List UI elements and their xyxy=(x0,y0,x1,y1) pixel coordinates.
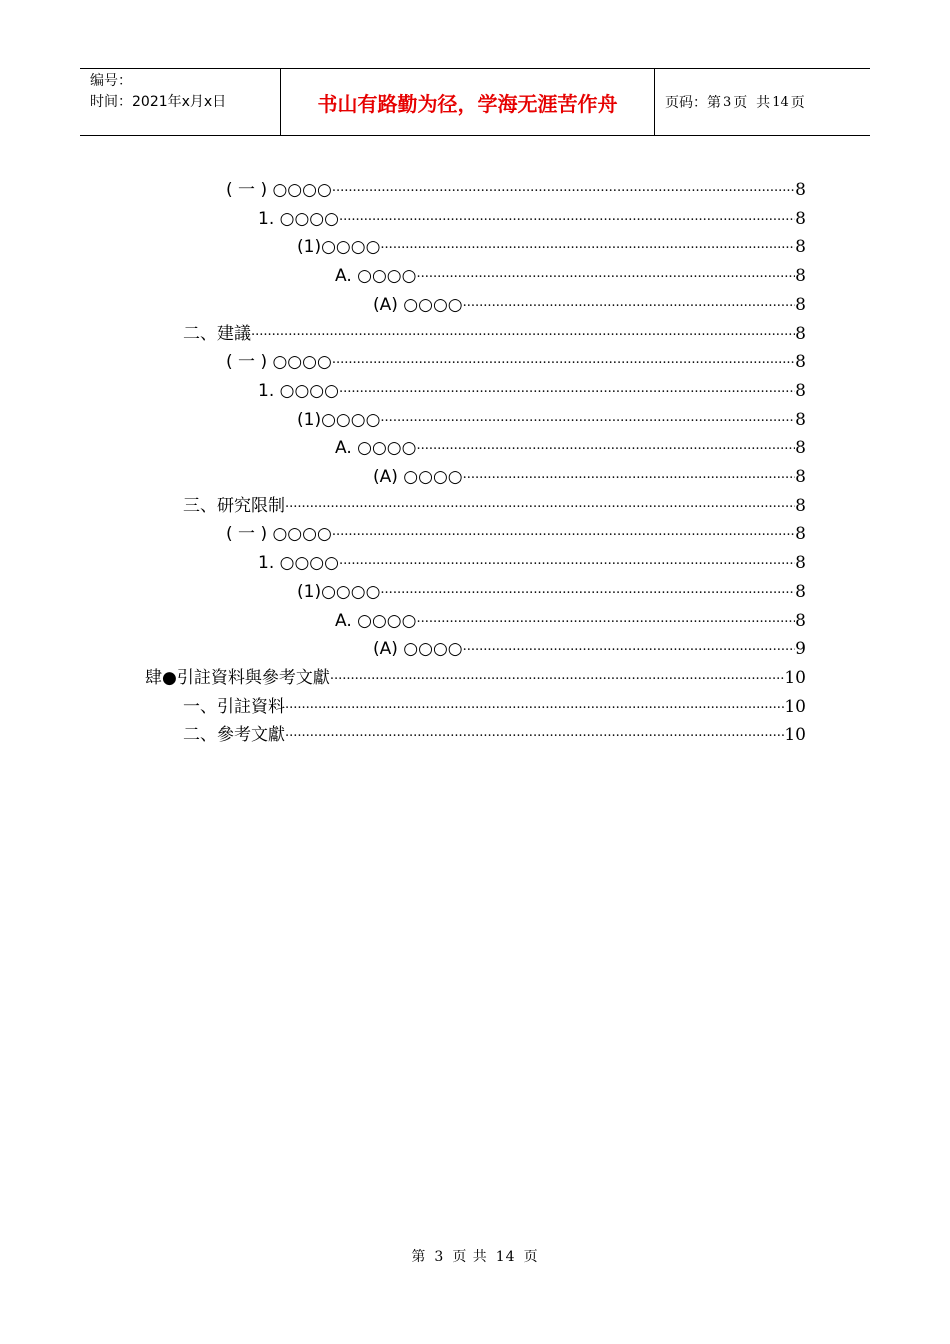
toc-entry[interactable] xyxy=(183,717,806,746)
toc-entry-page: 8 xyxy=(795,294,806,315)
toc-dot-leader xyxy=(463,636,796,658)
page-mid: 页 共 xyxy=(733,95,771,111)
toc-entry-page: 10 xyxy=(784,725,806,746)
toc-dot-leader xyxy=(339,378,795,400)
toc-entry-page: 8 xyxy=(795,610,806,631)
page-suffix: 页 xyxy=(790,95,805,111)
toc-dot-leader xyxy=(285,493,795,515)
toc-entry[interactable] xyxy=(258,373,806,402)
header-motto: 书山有路勤为径，学海无涯苦作舟 xyxy=(281,69,655,135)
toc-entry-page: 8 xyxy=(795,266,806,287)
toc-entry-label: ( 一 ) ○○○○ xyxy=(226,524,332,545)
toc-entry-label: (A) ○○○○ xyxy=(373,467,463,487)
toc-entry-page: 8 xyxy=(795,237,806,258)
toc-entry-label: 三、研究限制 xyxy=(183,495,285,516)
toc-entry-page: 8 xyxy=(795,180,806,200)
toc-dot-leader xyxy=(251,321,795,343)
toc-entry[interactable] xyxy=(183,316,806,345)
toc-entry-page: 8 xyxy=(795,409,806,430)
toc-dot-leader xyxy=(339,550,795,572)
toc-entry-label: 肆●引註資料與參考文獻 xyxy=(145,667,330,688)
toc-entry-page: 8 xyxy=(795,581,806,602)
toc-entry-page: 8 xyxy=(795,352,806,373)
toc-dot-leader xyxy=(332,177,795,199)
toc-entry-label: A. ○○○○ xyxy=(335,438,417,459)
number-label: 编号： xyxy=(90,73,132,89)
toc-dot-leader xyxy=(416,263,795,285)
toc-dot-leader xyxy=(416,435,795,457)
footer-total: 14 xyxy=(495,1249,516,1265)
page-current: 3 xyxy=(723,94,732,110)
toc-entry[interactable] xyxy=(335,258,806,287)
toc-entry-page: 8 xyxy=(795,208,806,229)
toc-entry-label: A. ○○○○ xyxy=(335,266,417,287)
toc-dot-leader xyxy=(416,608,795,630)
toc-entry-label: 二、建議 xyxy=(183,323,251,344)
toc-dot-leader xyxy=(332,521,795,543)
toc-entry-page: 9 xyxy=(795,639,806,660)
time-label: 时间：2021年x月x日 xyxy=(90,94,227,110)
toc-entry-page: 8 xyxy=(795,553,806,574)
toc-entry-page: 8 xyxy=(795,438,806,459)
page-total: 14 xyxy=(772,94,789,110)
toc-entry-label: (1)○○○○ xyxy=(297,581,381,602)
toc-entry[interactable] xyxy=(297,229,806,258)
toc-entry[interactable] xyxy=(373,287,806,316)
toc-entry[interactable] xyxy=(335,603,806,632)
toc-entry-label: A. ○○○○ xyxy=(335,610,417,631)
toc-entry-label: 二、參考文獻 xyxy=(183,725,285,746)
toc-entry-label: ( 一 ) ○○○○ xyxy=(226,180,332,200)
toc-entry-page: 8 xyxy=(795,323,806,344)
toc-dot-leader xyxy=(380,407,795,429)
toc-entry-page: 8 xyxy=(795,524,806,545)
toc-entry-label: 1. ○○○○ xyxy=(258,380,339,401)
toc-entry[interactable] xyxy=(183,488,806,517)
toc-entry-label: (A) ○○○○ xyxy=(373,294,463,315)
toc-dot-leader xyxy=(463,464,796,486)
footer-prefix: 第 xyxy=(411,1249,427,1265)
toc-entry-page: 8 xyxy=(795,380,806,401)
page-footer xyxy=(0,1246,950,1266)
toc-entry-label: (A) ○○○○ xyxy=(373,639,463,660)
footer-current: 3 xyxy=(434,1249,445,1265)
toc-entry[interactable] xyxy=(226,172,806,201)
toc-entry[interactable] xyxy=(335,430,806,459)
toc-entry[interactable] xyxy=(297,402,806,431)
toc-entry-label: ( 一 ) ○○○○ xyxy=(226,352,332,373)
toc-dot-leader xyxy=(332,349,795,371)
toc-dot-leader xyxy=(285,694,784,716)
header-meta xyxy=(80,69,281,135)
toc-entry-label: 一、引註資料 xyxy=(183,696,285,717)
header-page-info xyxy=(655,69,870,135)
toc-entry-label: (1)○○○○ xyxy=(297,237,381,258)
toc-entry-page: 10 xyxy=(784,667,806,688)
toc-dot-leader xyxy=(463,292,796,314)
toc-entry[interactable] xyxy=(226,344,806,373)
toc-entry-page: 10 xyxy=(784,696,806,717)
toc-entry-label: (1)○○○○ xyxy=(297,409,381,430)
toc-dot-leader xyxy=(330,665,785,687)
toc-entry[interactable] xyxy=(226,516,806,545)
toc-dot-leader xyxy=(380,579,795,601)
toc-entry[interactable] xyxy=(297,574,806,603)
toc-dot-leader xyxy=(380,234,795,256)
toc-entry-page: 8 xyxy=(795,495,806,516)
toc-entry[interactable] xyxy=(145,660,806,689)
toc-entry-page: 8 xyxy=(795,467,806,487)
toc-entry-label: 1. ○○○○ xyxy=(258,553,339,574)
footer-mid: 页 共 xyxy=(452,1249,488,1265)
toc-entry-label: 1. ○○○○ xyxy=(258,208,339,229)
page-prefix: 页码：第 xyxy=(665,95,721,111)
page-header xyxy=(80,68,870,136)
toc-dot-leader xyxy=(339,206,795,228)
footer-suffix: 页 xyxy=(523,1249,539,1265)
toc-entry[interactable] xyxy=(373,459,806,488)
toc-entry[interactable] xyxy=(258,201,806,230)
toc-dot-leader xyxy=(285,722,784,744)
toc-entry[interactable] xyxy=(373,631,806,660)
toc-entry[interactable] xyxy=(183,689,806,718)
toc-entry[interactable] xyxy=(258,545,806,574)
